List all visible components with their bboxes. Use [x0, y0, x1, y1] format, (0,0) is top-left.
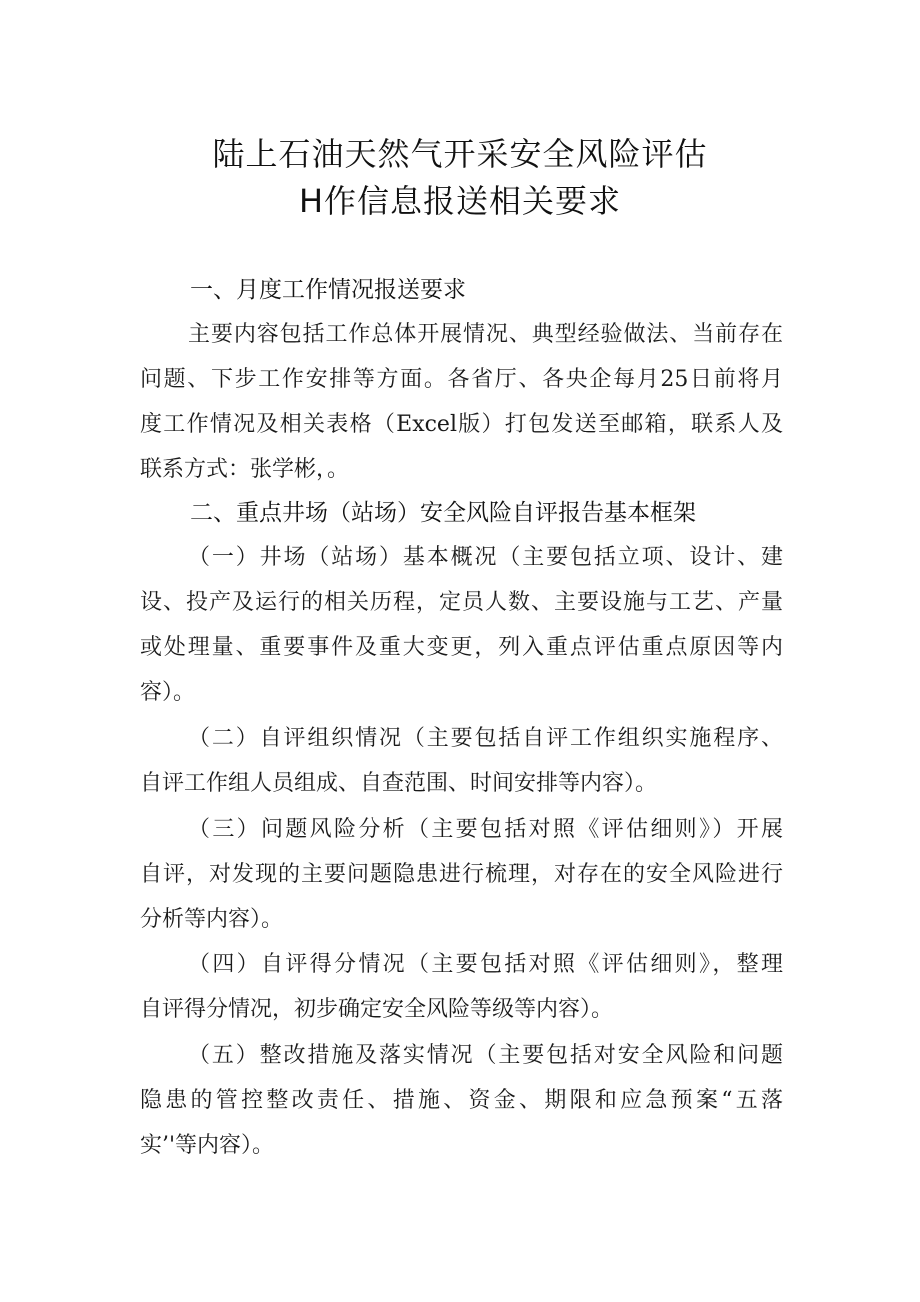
item-2-line-2: 自评工作组人员组成、自查范围、时间安排等内容）。: [140, 771, 658, 796]
document-title-line-2: H作信息报送相关要求: [298, 182, 622, 220]
item-4-line-2: 自评得分情况，初步确定安全风险等级等内容）。: [140, 997, 614, 1022]
item-5-line-1: （五）整改措施及落实情况（主要包括对安全风险和问题: [188, 1043, 783, 1068]
item-3-line-2: 自评，对发现的主要问题隐患进行梳理，对存在的安全风险进行: [140, 862, 783, 887]
item-1-line-3: 或处理量、重要事件及重大变更，列入重点评估重点原因等内: [140, 635, 783, 660]
section-1-heading: 一、月度工作情况报送要求: [190, 277, 466, 303]
section-2-heading: 二、重点井场（站场）安全风险自评报告基本框架: [190, 500, 696, 526]
item-3-line-1: （三）问题风险分析（主要包括对照《评估细则》）开展: [188, 817, 783, 842]
item-1-line-1: （一）井场（站场）基本概况（主要包括立项、设计、建: [188, 545, 783, 570]
section-1-line-3: 度工作情况及相关表格（Excel版）打包发送至邮箱，联系人及: [140, 412, 783, 437]
item-1-line-2: 设、投产及运行的相关历程，定员人数、主要设施与工艺、产量: [140, 590, 783, 615]
item-5-line-3: 实’'等内容）。: [140, 1133, 275, 1158]
item-3-line-3: 分析等内容）。: [140, 907, 284, 932]
item-4-line-1: （四）自评得分情况（主要包括对照《评估细则》，整理: [188, 952, 783, 977]
section-1-line-1: 主要内容包括工作总体开展情况、典型经验做法、当前存在: [188, 322, 783, 347]
item-5-line-2: 隐患的管控整改责任、措施、资金、期限和应急预案“五落: [140, 1088, 783, 1113]
section-1-line-2: 问题、下步工作安排等方面。各省厅、各央企每月25日前将月: [140, 367, 783, 392]
document-title-line-1: 陆上石油天然气开采安全风险评估: [212, 135, 708, 173]
item-2-line-1: （二）自评组织情况（主要包括自评工作组织实施程序、: [188, 726, 783, 751]
section-1-line-4: 联系方式：张学彬，。: [140, 457, 350, 482]
item-1-line-4: 容）。: [140, 680, 196, 705]
